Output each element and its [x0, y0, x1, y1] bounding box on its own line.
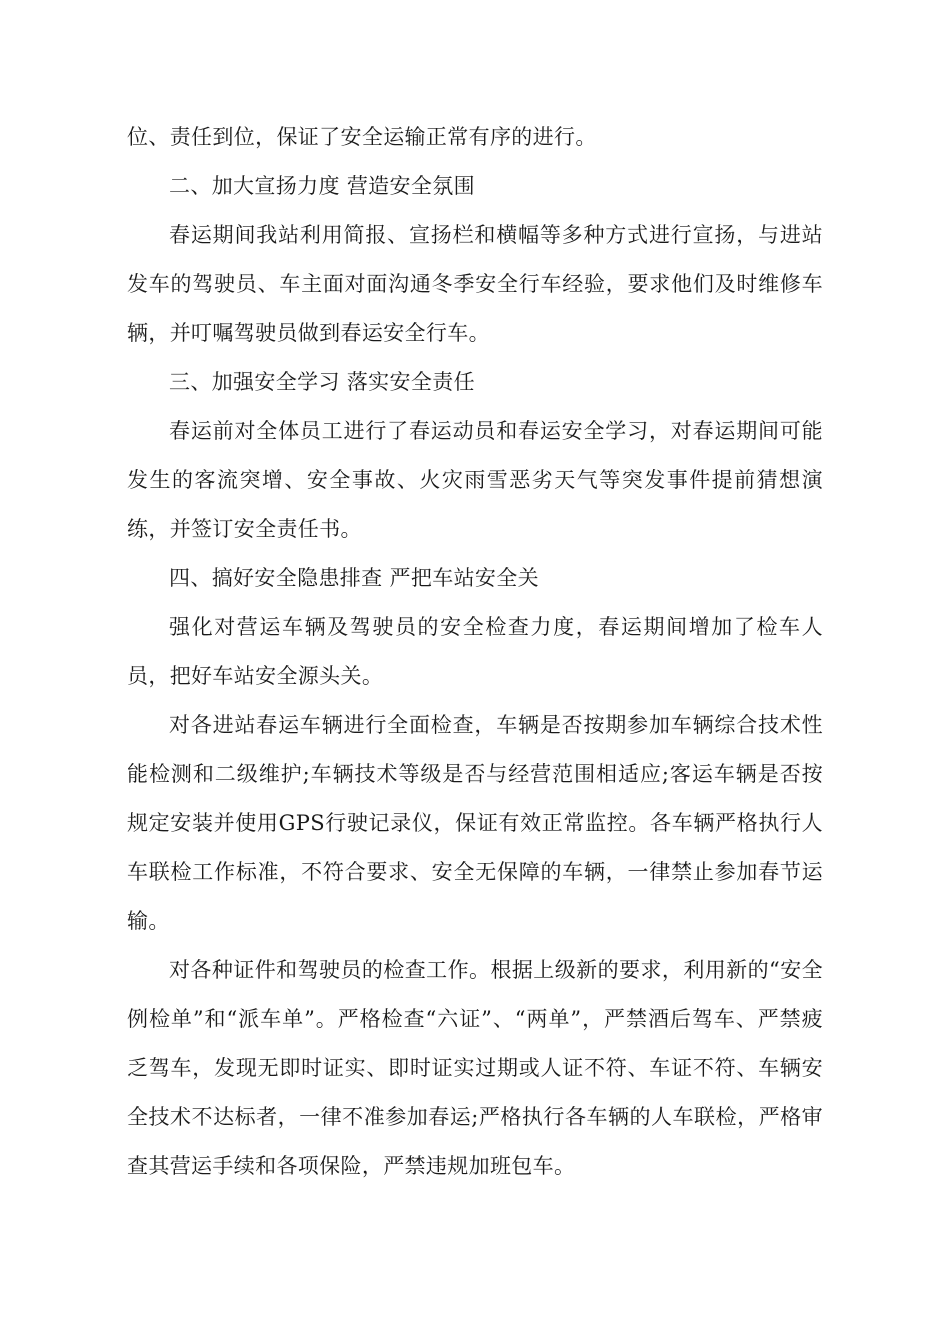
document-body [127, 113, 823, 1191]
paragraph-document-check: 对各种证件和驾驶员的检查工作。根据上级新的要求，利用新的“安全例检单”和“派车单”。严格检查“六证”、“两单”，严禁酒后驾车、严禁疲乏驾车，发现无即时证实、即时证实过期或人证不符、车证不符、车辆安全技术不达标者，一律不准参加春运;严格执行各车辆的人车联检，严格审查其营运手续和各项保险，严禁违规加班包车。 [127, 958, 823, 1178]
paragraph-inspection-strength: 强化对营运车辆及驾驶员的安全检查力度，春运期间增加了检车人员，把好车站安全源头关。 [127, 615, 823, 688]
section-heading-4: 四、搞好安全隐患排查 严把车站安全关 [169, 566, 539, 590]
paragraph-vehicle-inspection: 对各进站春运车辆进行全面检查，车辆是否按期参加车辆综合技术性能检测和二级维护;车辆技术等级是否与经营范围相适应;客运车辆是否按规定安装并使用GPS行驶记录仪，保证有效正常监控。各车辆严格执行人车联检工作标准，不符合要求、安全无保障的车辆，一律禁止参加春节运输。 [127, 713, 823, 933]
paragraph-safety-study: 春运前对全体员工进行了春运动员和春运安全学习，对春运期间可能发生的客流突增、安全事故、火灾雨雪恶劣天气等突发事件提前猜想演练，并签订安全责任书。 [127, 419, 823, 541]
section-heading-2: 二、加大宣扬力度 营造安全氛围 [169, 174, 475, 198]
paragraph-publicity: 春运期间我站利用简报、宣扬栏和横幅等多种方式进行宣扬，与进站发车的驾驶员、车主面对面沟通冬季安全行车经验，要求他们及时维修车辆，并叮嘱驾驶员做到春运安全行车。 [127, 223, 823, 345]
paragraph-continuation: 位、责任到位，保证了安全运输正常有序的进行。 [127, 125, 597, 149]
section-heading-3: 三、加强安全学习 落实安全责任 [169, 370, 475, 394]
